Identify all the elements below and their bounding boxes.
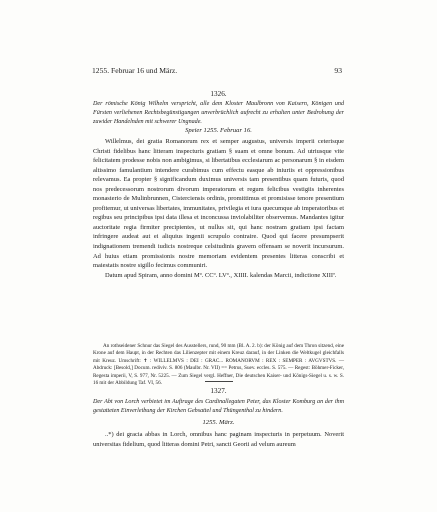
document-text: [93, 137, 344, 280]
page-number: 93: [334, 66, 342, 75]
running-header: [92, 66, 342, 78]
dating-clause: Datum apud Spiram, anno domini Mº. CCº. LVº., XIIII. kalendas Marcii, indictione XIIIª.: [105, 271, 337, 279]
seal-note: An rothseidener Schnur das Siegel des Ausstellers, rund, 90 mm (Bl. A. 2. b): der König auf dem Thron sitzend, eine Krone auf dem Haupt, in der Rechten das Lilienzepter mit einem Kreuz darauf, in der Linken die Weltkugel gleichfalls mit Kreuz. Umschrift: ✝ : WILLELMVS : DEI : GRAC... ROMANORVM : REX : SEMPER : AVGVSTVS. — Abdruck: [Besold,] Docum. rediviv. S. 806 (Maulbr. Nr. VII) == Petrus, Suev. eccles. S. 575. — Regest: Böhmer-Ficker, Regesta imperii, V, S. 977, Nr. 5225. — Zum Siegel vergl. Heffner, Die deutschen Kaiser- und Königs-Siegel u. s. w. S. 16 mit der Abbildung Taf. VI, 56.: [93, 343, 344, 387]
document-text: [93, 430, 344, 449]
place-date: Speier 1255. Februar 16.: [185, 127, 252, 134]
charter-text: ..*) dei gracia abbas in Lorch, omnibus hanc paginam inspecturis in perpetuum. Noverit universitas fidelium, quod litteras domini Petri, sancti Georii ad velum aureum: [93, 431, 344, 448]
document-number: 1326.: [210, 90, 227, 98]
place-date: 1255. März.: [202, 419, 235, 426]
document-abstract: Der Abt von Lorch verbietet im Auftrage des Cardinallegaten Peter, das Kloster Komburg an der ihm gestatteten Einverleibung der Kirchen Gebsattel und Thüngenthal zu hindern.: [93, 399, 344, 415]
section-divider: [205, 381, 233, 382]
document-number: 1327.: [210, 387, 227, 395]
header-date: 1255. Februar 16 und März.: [92, 66, 178, 75]
charter-text: Willelmus, dei gratia Romanorum rex et semper augustus, universis imperii ceterisque Christi fidelibus hanc litteram inspecturis gratiam § suam et omne bonum. Ad utriusque vite felicitatem prodesse nobis non ambigimus, si libertatibus ecclesiarum ac personarum § in eisdem altissimo famulantium intendere curabimus cum effectu easque ab iniuriis et oppressionibus relevamus. Ea propter § significandum duximus universis tam presentibus quam futuris, quod nos predecessorum nostrorum divorum imperatorum et regum felicibus vestigiis inherentes monasterio de Mulinbrunnen, Cisterciensis ordinis, promittimus et promisisse tenore presentium profitemur, ut universas libertates, immunitates, privilegia et iura quecumque ab imperatoribus et regibus seu principibus ipsi data illesa et inconcussa inviolabiliter observemus. Mandantes igitur auctoritate regia firmiter precipientes, ut nullus sit, qui hanc nostram gratiam ipsi factam infringere audeat aut ei aliquius ingenii scrupulo contraire. Quod qui facere presumpserit indignationem tremendi iudicis nostreque celsitudinis gravem offensam se noverit incursurum. Ad huius etiam promissionis nostre memoriam evidentem presentes litteras conscribi et maiestatis nostre sigillo fecimus communiri.: [93, 138, 344, 270]
document-abstract: Der römische König Wilhelm verspricht, alle dem Kloster Maulbronn von Kaisern, Königen und Fürsten verliehenen Rechtsbegünstigungen unverbrüchlich aufrecht zu erhalten unter Bedrohung der zuwider Handelnden mit schwerer Ungnade.: [93, 101, 344, 126]
